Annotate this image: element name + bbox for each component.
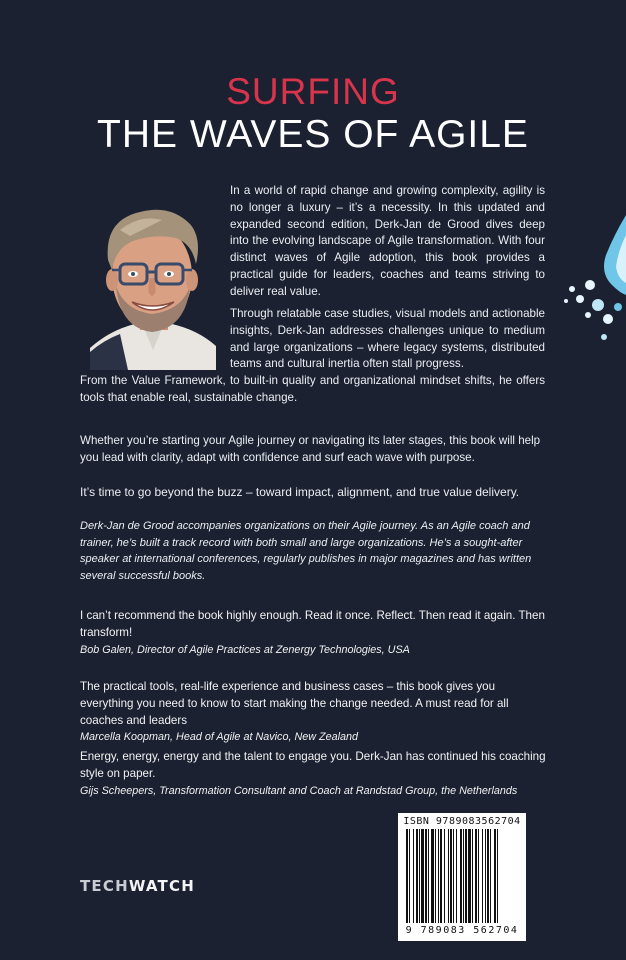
quote-text: Energy, energy, energy and the talent to engage you. Derk-Jan has continued his coaching style on paper.: [80, 750, 546, 780]
quote-attribution: Gijs Scheepers, Transformation Consultant and Coach at Randstad Group, the Netherlands: [80, 784, 518, 797]
barcode-bar: [482, 829, 483, 923]
barcode-bar: [419, 829, 420, 923]
barcode-bar: [448, 829, 449, 923]
barcode-bars: [398, 813, 526, 941]
barcode-bar: [421, 829, 424, 923]
isbn-label: ISBN 9789083562704: [403, 816, 521, 827]
blurb-paragraph-case-studies: Through relatable case studies, visual models and actionable insights, Derk-Jan addresses challenges unique to medium and large organizations – where legacy systems, distributed teams and cultural inertia often stall progress.: [230, 307, 545, 371]
quote-attribution: Bob Galen, Director of Agile Practices at Zenergy Technologies, USA: [80, 643, 410, 656]
barcode-bar: [431, 829, 434, 923]
barcode-bar: [487, 829, 489, 923]
barcode-bar: [409, 829, 410, 923]
barcode-bar: [406, 829, 408, 923]
quote-attribution: Marcella Koopman, Head of Agile at Navico, New Zealand: [80, 731, 359, 744]
barcode-bar: [428, 829, 429, 923]
barcode-bar: [460, 829, 462, 923]
publisher-logo: [80, 877, 195, 895]
barcode-bar: [478, 829, 479, 923]
publisher-logo-tech: TECH: [80, 877, 129, 895]
barcode-bar: [456, 829, 457, 923]
barcode-bar: [463, 829, 464, 923]
barcode-bar: [494, 829, 496, 923]
barcode-bar: [468, 829, 471, 923]
barcode-bar: [425, 829, 427, 923]
blurb-paragraph-value-framework: From the Value Framework, to built-in quality and organizational mindset shifts, he offers tools that enable real, sustainable change.: [80, 374, 545, 404]
author-photo: [90, 190, 216, 370]
barcode-bar: [465, 829, 467, 923]
isbn-barcode: [398, 813, 526, 941]
barcode-bar: [472, 829, 473, 923]
barcode-bar: [444, 829, 445, 923]
barcode-bar: [435, 829, 436, 923]
barcode-bar: [413, 829, 414, 923]
barcode-bar: [438, 829, 439, 923]
barcode-bar: [416, 829, 418, 923]
wave-splash-graphic: [560, 215, 626, 355]
endorsement-quote: [80, 749, 550, 799]
barcode-bar: [450, 829, 452, 923]
barcode-bar: [485, 829, 486, 923]
title-line-surfing: SURFING: [226, 71, 400, 112]
barcode-bar: [453, 829, 454, 923]
isbn-number: 9 789083 562704: [405, 925, 519, 936]
barcode-bar: [490, 829, 491, 923]
blurb-paragraph-intro: In a world of rapid change and growing complexity, agility is no longer a luxury – it’s a necessity. In this updated and expanded second edition, Derk-Jan de Grood dives deep into the evolving landscape of Agile transformation. With four distinct waves of Agile adoption, this book provides a practical guide for leaders, coaches and teams striving to deliver real value.: [230, 184, 545, 298]
endorsement-quote: [80, 679, 550, 746]
quote-text: I can’t recommend the book highly enough. Read it once. Reflect. Then read it again. Then transform!: [80, 609, 545, 639]
quote-text: The practical tools, real-life experience and business cases – this book gives you everything you need to know to start making the change needed. A must read for all coaches and leaders: [80, 680, 509, 727]
barcode-bar: [475, 829, 477, 923]
barcode-bar: [497, 829, 498, 923]
endorsement-quote: [80, 608, 550, 658]
barcode-bar: [440, 829, 442, 923]
publisher-logo-watch: WATCH: [128, 877, 195, 895]
blurb-paragraph-tagline: It’s time to go beyond the buzz – toward impact, alignment, and true value delivery.: [80, 485, 520, 499]
about-author: Derk-Jan de Grood accompanies organizations on their Agile journey. As an Agile coach and trainer, he’s built a track record with both small and large organizations. He’s a sought-after speaker at international conferences, regularly publishes in major magazines and has written several successful books.: [80, 520, 532, 582]
blurb-paragraph-journey: Whether you’re starting your Agile journey or navigating its later stages, this book will help you lead with clarity, adapt with confidence and surf each wave with purpose.: [80, 434, 541, 464]
title-line-main: THE WAVES OF AGILE: [97, 113, 529, 156]
